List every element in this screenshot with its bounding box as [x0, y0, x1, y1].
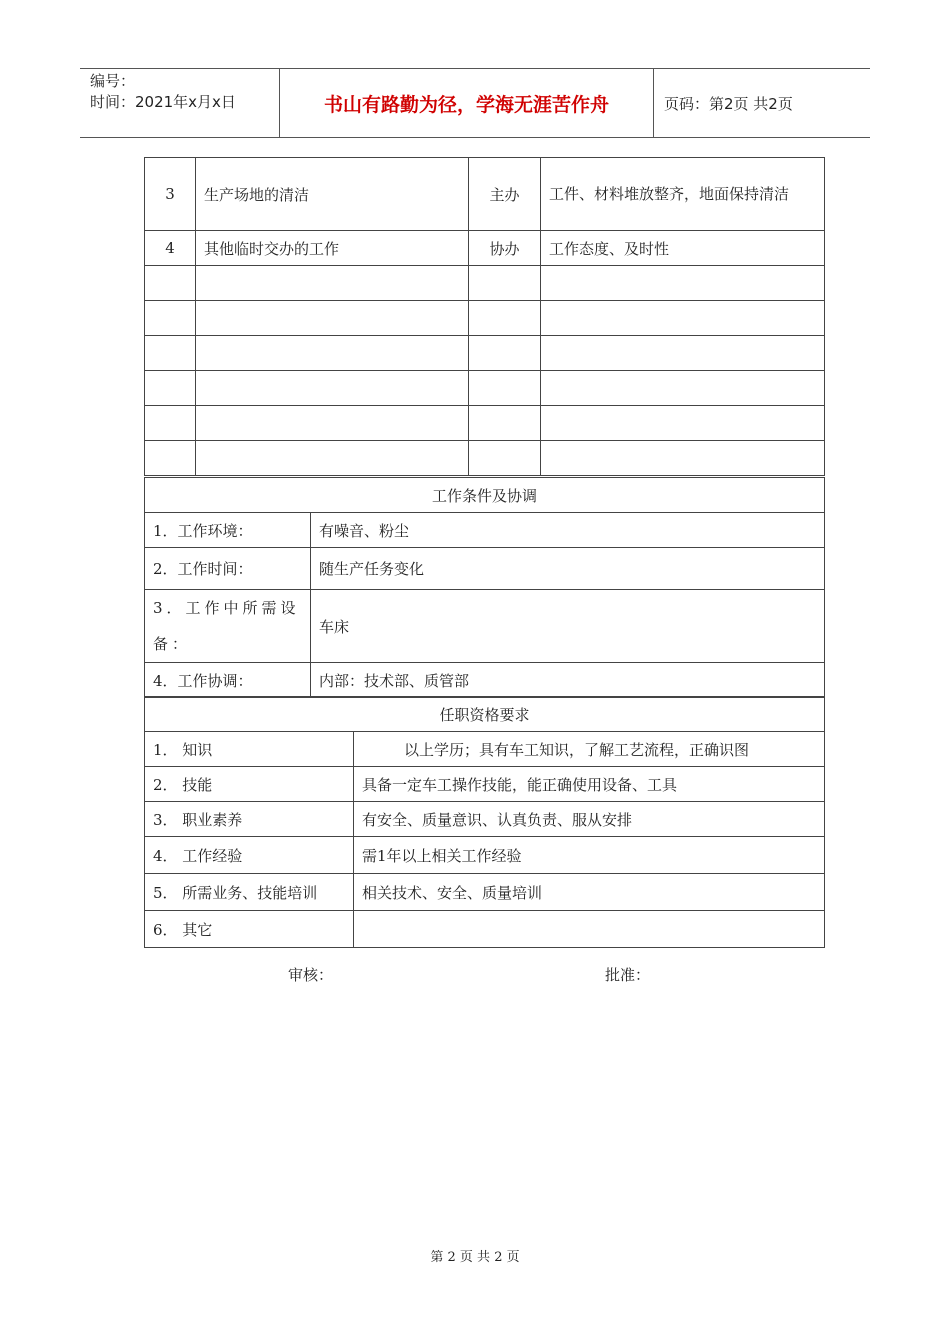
empty-row	[145, 441, 825, 476]
empty-row	[145, 336, 825, 371]
header-page-label: 页码：第2页 共2页	[664, 94, 793, 113]
duty-resp: 工件、材料堆放整齐，地面保持清洁	[541, 158, 825, 231]
qualifications-table	[144, 696, 825, 948]
table-row	[145, 513, 825, 548]
page-header	[80, 68, 870, 138]
duties-table	[144, 157, 825, 476]
empty-row	[145, 301, 825, 336]
duty-num: 3	[145, 158, 196, 231]
table-row	[145, 874, 825, 911]
duty-resp: 工作态度、及时性	[541, 231, 825, 266]
qualification-value: 需1年以上相关工作经验	[354, 837, 825, 874]
qualification-label: 1． 知识	[145, 732, 354, 767]
table-row	[145, 548, 825, 590]
condition-label: 4．工作协调：	[145, 663, 311, 698]
duty-num: 4	[145, 231, 196, 266]
header-meta	[80, 69, 280, 137]
table-row	[145, 697, 825, 732]
condition-value: 有噪音、粉尘	[311, 513, 825, 548]
table-row	[145, 911, 825, 948]
qualification-label: 5． 所需业务、技能培训	[145, 874, 354, 911]
qualification-label: 6． 其它	[145, 911, 354, 948]
date-label: 时间：2021年x月x日	[90, 93, 236, 111]
table-row	[145, 767, 825, 802]
approve-label: 批准：	[605, 966, 651, 984]
table-row	[145, 663, 825, 698]
code-label: 编号：	[90, 72, 136, 90]
condition-label: 2．工作时间：	[145, 548, 311, 590]
table-row	[145, 802, 825, 837]
duty-task: 其他临时交办的工作	[196, 231, 469, 266]
table-row	[145, 837, 825, 874]
page-footer: 第 2 页 共 2 页	[430, 1250, 520, 1265]
qualifications-title: 任职资格要求	[145, 697, 825, 732]
qualification-label: 4． 工作经验	[145, 837, 354, 874]
qualification-label: 3． 职业素养	[145, 802, 354, 837]
table-row	[145, 158, 825, 231]
header-motto: 书山有路勤为径，学海无涯苦作舟	[280, 69, 654, 137]
review-label: 审核：	[288, 966, 334, 984]
qualification-value: 以上学历；具有车工知识，了解工艺流程，正确识图	[354, 732, 825, 767]
condition-value: 车床	[311, 590, 825, 663]
qualification-value	[354, 911, 825, 948]
condition-label: 3．工作中所需设备：	[145, 590, 311, 663]
table-row	[145, 732, 825, 767]
empty-row	[145, 406, 825, 441]
duty-role: 协办	[469, 231, 541, 266]
qualification-value: 有安全、质量意识、认真负责、服从安排	[354, 802, 825, 837]
qualification-value: 相关技术、安全、质量培训	[354, 874, 825, 911]
qualification-label: 2． 技能	[145, 767, 354, 802]
duty-role: 主办	[469, 158, 541, 231]
table-row	[145, 478, 825, 513]
empty-row	[145, 371, 825, 406]
condition-label: 1．工作环境：	[145, 513, 311, 548]
empty-row	[145, 266, 825, 301]
table-row	[145, 590, 825, 663]
table-row	[145, 231, 825, 266]
condition-value: 随生产任务变化	[311, 548, 825, 590]
duty-task: 生产场地的清洁	[196, 158, 469, 231]
condition-value: 内部：技术部、质管部	[311, 663, 825, 698]
conditions-table	[144, 477, 825, 698]
conditions-title: 工作条件及协调	[145, 478, 825, 513]
qualification-value: 具备一定车工操作技能，能正确使用设备、工具	[354, 767, 825, 802]
